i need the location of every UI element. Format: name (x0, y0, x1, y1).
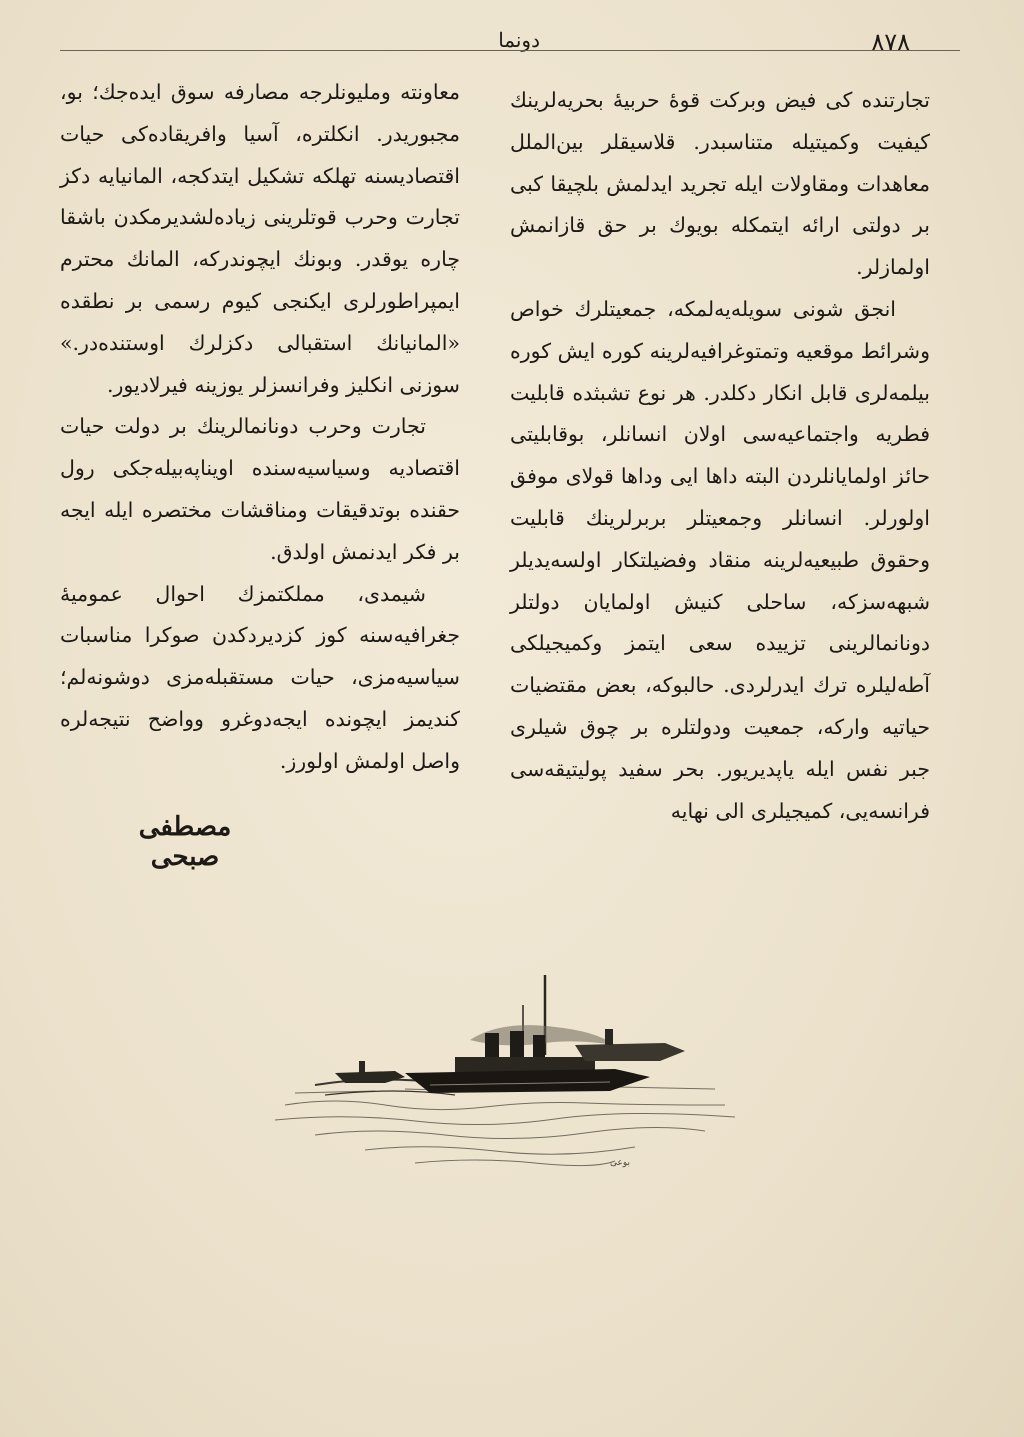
left-text-column (60, 72, 460, 783)
paragraph: تجارتنده کی فیض وبرکت قوهٔ حربیهٔ بحریه‌لرینك کیفیت وکمیتیله متناسبدر. قلاسیقلر بین‌الملل معاهدات ومقاولات ایله تجرید ایدلمش بلچیقا کبی بر دولتی ارائه ایتمکله بویوك بر حق قازانمش اولمازلر. (510, 88, 930, 280)
paragraph: انجق شونی سویله‌یه‌لمکه، جمعیتلرك خواص وشرائط موقعیه وتمتوغرافیه‌لرینه کوره ایش کوره بیلمه‌لری قابل انکار دکلدر. هر نوع تشبثده قابلیت فطریه واجتماعیه‌سی اولان انسانلر، بوقابلیتی حائز اولمایانلردن البته داها ایی وداها قولای موفق اولورلر. انسانلر وجمعیتلر بربرلرینك قابلیت وحقوق طبیعیه‌لرینه منقاد وفضیلتکار اولسه‌یدیلر شبهه‌سزکه، ساحلی کنیش اولمایان دولتلر دونانمالرینی تزییده سعی ایتمز وکمیجیلکی آطه‌لیلره ترك ایدرلردی. حالبوکه، بعض مقتضیات حیاتیه وارکه، جمعیت ودولتلره بر چوق شیلری جبر نفس ایله یاپدیریور. بحر سفید پولیتیقه‌سی فرانسه‌یی، کمیجیلری الی نهایه (510, 296, 930, 823)
paragraph: معاونته وملیونلرجه مصارفه سوق ایده‌جك؛ بو، مجبوریدر. انکلتره، آسیا وافریقاده‌کی حیات اقتصادیسنه تهلکه تشکیل ایتدکجه، المانیایه دکز تجارت وحرب قوتلرینی زیاده‌لشدیرمکدن باشقا چاره یوقدر. وبونك ایچوندرکه، المانك محترم ایمپراطورلری ایکنجی کیوم رسمی بر نطقده «المانیانك استقبالی دکزلرك اوستنده‌در.» سوزنی انکلیز وفرانسزلر یوزینه فیرلادیور. (60, 80, 460, 397)
paragraph: شیمدی، مملکتمزك احوال عمومیهٔ جغرافیه‌سنه کوز کزدیردکدن صوکرا مناسبات سیاسیه‌مزی، حیات مستقبله‌مزی دوشونه‌لم؛ کندیمز ایچونده ایجه‌دوغرو وواضح نتیجه‌لره واصل اولمش اولورز. (60, 581, 460, 773)
header-rule (60, 50, 960, 53)
steamship-engraving-icon (255, 965, 755, 1175)
running-title: دونما (498, 28, 540, 52)
page-number: ۸۷۸ (871, 28, 910, 56)
right-text-column (510, 80, 930, 832)
author-signature: مصطفی صبحی (138, 812, 232, 872)
engraver-mark: بوعی (610, 1158, 631, 1168)
paragraph: تجارت وحرب دونانمالرینك بر دولت حیات اقتصادیه وسیاسیه‌سنده اویناپه‌بیله‌جکی رول حقنده بوتدقیقات ومناقشات مختصره ایله ایجه بر فکر ایدنمش اولدق. (60, 414, 460, 564)
